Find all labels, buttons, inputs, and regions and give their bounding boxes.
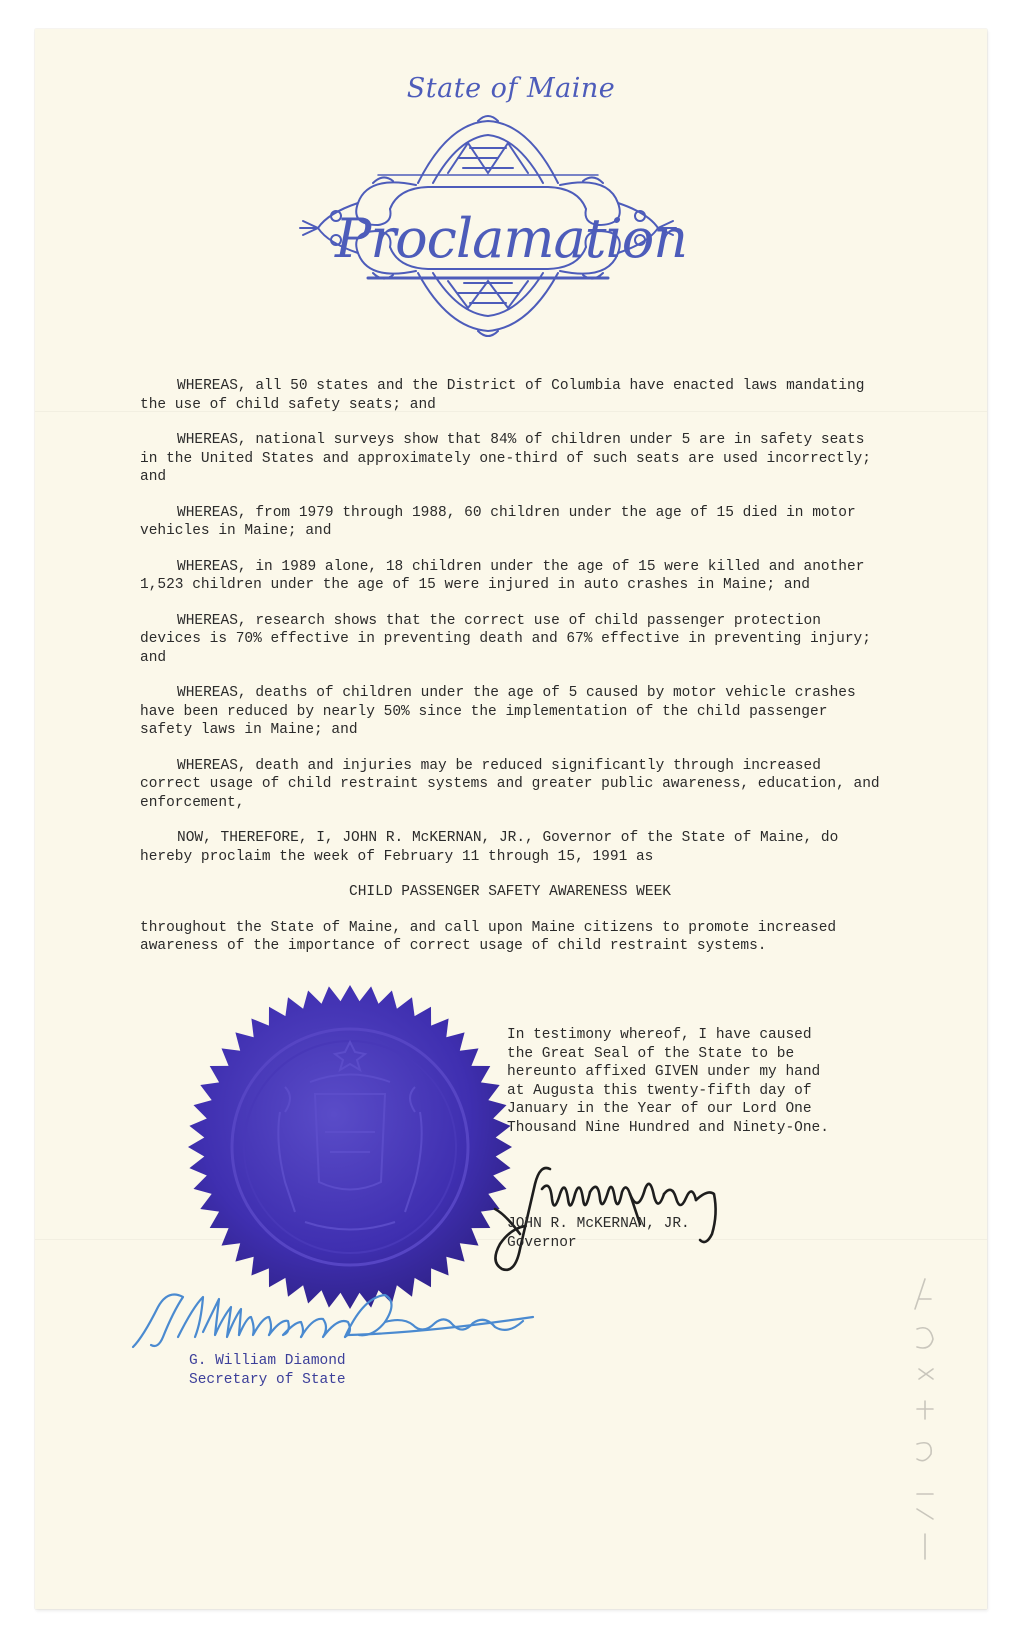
therefore-paragraph: NOW, THEREFORE, I, JOHN R. McKERNAN, JR., Governor of the State of Maine, do hereby proclaim the week of February 11 through 15, 1991 as — [140, 830, 839, 865]
whereas-paragraph: WHEREAS, in 1989 alone, 18 children under the age of 15 were killed and another 1,523 children under the age of 15 were injured in auto crashes in Maine; and — [140, 558, 865, 593]
governor-title: Governor — [507, 1234, 577, 1251]
secretary-block — [189, 1352, 346, 1389]
whereas-paragraph: WHEREAS, deaths of children under the age of 5 caused by motor vehicle crashes have been reduced by nearly 50% since the implementation of the child passenger safety laws in Maine; and — [140, 685, 856, 738]
pencil-margin-note — [905, 1269, 945, 1569]
closing-paragraph: throughout the State of Maine, and call upon Maine citizens to promote increased awareness of the importance of correct usage of child restraint systems. — [140, 919, 837, 954]
whereas-paragraph: WHEREAS, death and injuries may be reduced significantly through increased correct usage of child restraint systems and greater public awareness, education, and enforcement, — [140, 757, 880, 811]
proclamation-page — [35, 29, 987, 1609]
whereas-paragraph: WHEREAS, research shows that the correct use of child passenger protection devices is 70% effective in preventing death and 67% effective in preventing injury; and — [140, 612, 871, 666]
whereas-paragraph: WHEREAS, national surveys show that 84% of children under 5 are in safety seats in the United States and approximately one-third of such seats are used incorrectly; and — [140, 432, 871, 485]
whereas-paragraph: WHEREAS, all 50 states and the District of Columbia have enacted laws mandating the use of child safety seats; and — [140, 378, 865, 413]
proclamation-title: Proclamation — [334, 207, 688, 270]
secretary-name: G. William Diamond — [189, 1353, 346, 1369]
proclaimed-week: CHILD PASSENGER SAFETY AWARENESS WEEK — [349, 884, 671, 900]
secretary-title: Secretary of State — [189, 1371, 346, 1388]
secretary-signature — [123, 1277, 543, 1357]
whereas-paragraph: WHEREAS, from 1979 through 1988, 60 children under the age of 15 died in motor vehicles in Maine; and — [140, 504, 856, 539]
state-title: State of Maine — [406, 73, 616, 104]
testimony-clause: In testimony whereof, I have caused the Great Seal of the State to be hereunto affixed GIVEN under my hand at Augusta this twenty-fifth day of January in the Year of our Lord One Thousand Nine Hundred and Ninety-One. — [507, 1027, 829, 1136]
governor-block — [507, 1215, 690, 1252]
great-seal-of-maine — [185, 982, 515, 1312]
governor-name: JOHN R. McKERNAN, JR. — [507, 1216, 690, 1232]
proclamation-body — [140, 377, 880, 973]
